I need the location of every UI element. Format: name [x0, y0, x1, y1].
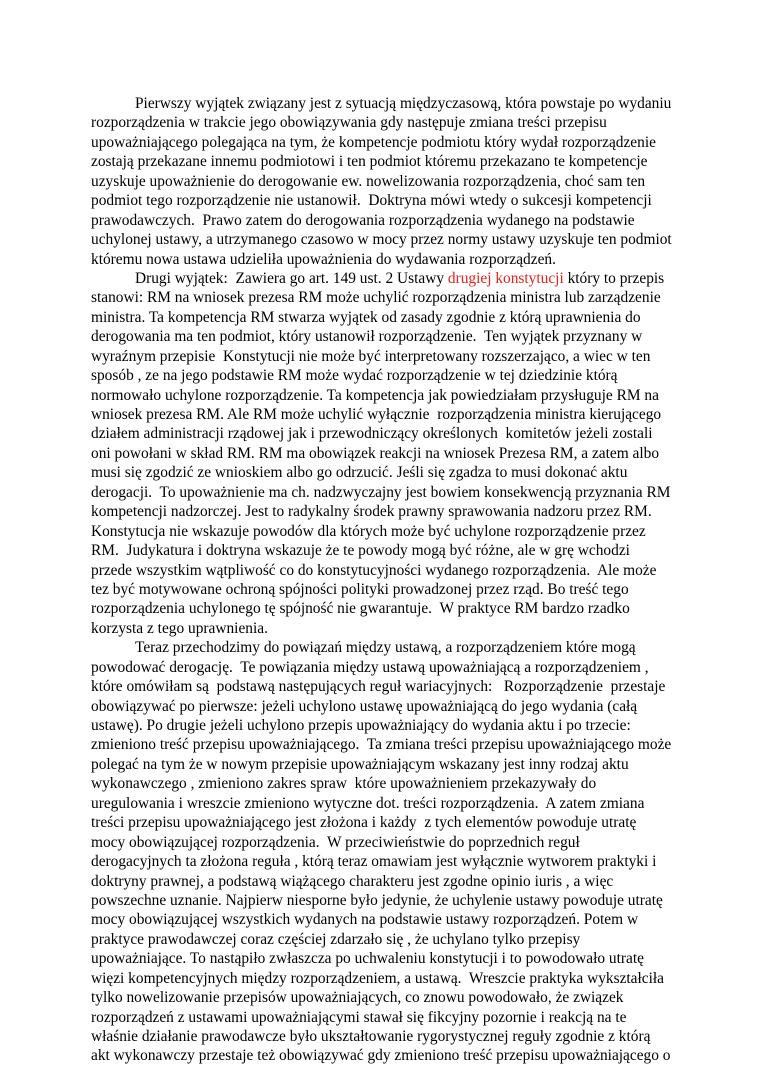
text-line-content: Konstytucja nie wskazuje powodów dla których może być uchylone rozporządzenie przez: [91, 522, 646, 540]
text-line-content: derogowania ma ten podmiot, który ustanowił rozporządzenie. Ten wyjątek przyznany w: [91, 328, 643, 346]
text-line-content: podmiot tego rozporządzenie nie ustanowił. Doktryna mówi wtedy o sukcesji kompetencji: [91, 192, 652, 210]
text-line: [91, 269, 673, 288]
text-line-content: rozporządzeń z ustawami upoważniającymi stawał się fikcyjny pozornie i reakcją na te: [91, 1008, 627, 1026]
text-line-content: zmieniono treść przepisu upoważniającego. Ta zmiana treści przepisu upoważniającego może: [91, 736, 672, 754]
text-line-content: wykonawczego , zmieniono zakres spraw które upoważnieniem przekazywały do: [91, 775, 597, 793]
text-line: [91, 910, 673, 929]
text-line: [91, 735, 673, 754]
text-line-content: derogacji. To upoważnienie ma ch. nadzwyczajny jest bowiem konsekwencją przyznania RM: [91, 483, 671, 501]
text-line: [91, 755, 673, 774]
text-line: [91, 988, 673, 1007]
text-line-content: Drugi wyjątek: Zawiera go art. 149 ust. 2 Ustawy: [135, 269, 448, 287]
text-line-content: stanowi: RM na wniosek prezesa RM może uchylić rozporządzenia ministra lub zarządzenie: [91, 289, 661, 307]
text-line: [91, 969, 673, 988]
text-line: [91, 250, 673, 269]
text-line: [91, 697, 673, 716]
text-line-content: ministra. Ta kompetencja RM stwarza wyjątek od zasady zgodnie z którą uprawnienia do: [91, 308, 641, 326]
text-line: [91, 424, 673, 443]
text-line-content: któremu nowa ustawa udzieliła upoważnienia do wydawania rozporządzeń.: [91, 250, 556, 268]
text-line: [91, 658, 673, 677]
text-line: [91, 891, 673, 910]
text-line: [91, 541, 673, 560]
text-line-content: praktyce prawodawczej coraz częściej zdarzało się , że uchylano tylko przepisy: [91, 930, 581, 948]
text-line-content: sposób , ze na jego podstawie RM może wydać rozporządzenie w tej dziedzinie którą: [91, 367, 618, 385]
text-line-content: tez być motywowane ochroną spójności polityki prowadzonej przez rząd. Bo treść tego: [91, 580, 629, 598]
text-line: [91, 1008, 673, 1027]
text-line: [91, 502, 673, 521]
text-line-content: przede wszystkim wątpliwość co do konstytucyjności wydanego rozporządzenia. Ale może: [91, 561, 657, 579]
text-line: [91, 677, 673, 696]
text-line-content: upoważniającego polegająca na tym, że kompetencje podmiotu który wydał rozporządzenie: [91, 133, 656, 151]
text-line-content: które omówiłam są podstawą następujących reguł wariacyjnych: Rozporządzenie przestaje: [91, 678, 666, 696]
text-line: [91, 794, 673, 813]
text-line-content: akt wykonawczy przestaje też obowiązywać gdy zmieniono treść przepisu upoważniającego o: [91, 1047, 671, 1065]
text-line: [91, 308, 673, 327]
text-line: [91, 288, 673, 307]
text-line: [91, 774, 673, 793]
text-line: [91, 619, 673, 638]
text-line-content: rozporządzenia uchylonego tę spójność nie gwarantuje. W praktyce RM bardzo rzadko: [91, 600, 630, 618]
text-line-content: RM. Judykatura i doktryna wskazuje że te powody mogą być różne, ale w grę wchodzi: [91, 542, 630, 560]
text-line: [91, 716, 673, 735]
text-line: [91, 599, 673, 618]
text-line-content: wyraźnym przepisie Konstytucji nie może być interpretowany rozszerzająco, a wiec w ten: [91, 347, 651, 365]
text-line-content: ustawę). Po drugie jeżeli uchylono przepis upoważniający do wydania aktu i po trzecie:: [91, 717, 631, 734]
text-line-content: działem administracji rządowej jak i przewodniczący określonych komitetów jeżeli zostali: [91, 425, 653, 443]
text-line-content: więzi kompetencyjnych między rozporządzeniem, a ustawą. Wreszcie praktyka wykształciła: [91, 969, 665, 987]
text-line: [91, 366, 673, 385]
text-line-content: uregulowania i wreszcie zmieniono wytyczne dot. treści rozporządzenia. A zatem zmiana: [91, 794, 645, 812]
text-line-content: wniosek prezesa RM. Ale RM może uchylić wyłącznie rozporządzenia ministra kierującego: [91, 406, 662, 423]
text-line-content: treści przepisu upoważniającego jest złożona i każdy z tych elementów powoduje utratę: [91, 814, 637, 832]
text-line-content: kompetencji nadzorczej. Jest to radykalny środek prawny sprawowania nadzoru przez RM.: [91, 503, 652, 521]
text-line-content: upoważniające. To nastąpiło zwłaszcza po uchwaleniu konstytucji i to powodowało utratę: [91, 950, 644, 968]
text-line-content: musi się zgodzić ze wnioskiem albo go odrzucić. Jeśli się zgadza to musi dokonać aktu: [91, 464, 628, 482]
text-line: [91, 580, 673, 599]
text-line-content: Teraz przechodzimy do powiązań między ustawą, a rozporządzeniem które mogą: [135, 639, 636, 657]
text-line: [91, 230, 673, 249]
text-line-content: rozporządzenia w trakcie jego obowiązywania gdy następuje zmiana treści przepisu: [91, 114, 607, 132]
text-line-content: prawodawczych. Prawo zatem do derogowania rozporządzenia wydanego na podstawie: [91, 211, 635, 229]
text-line-content: powszechne uznanie. Najpierw niesporne było jedynie, że uchylenie ustawy powoduje utratę: [91, 891, 663, 909]
text-line-content: powodować derogację. Te powiązania między ustawą upoważniającą a rozporządzeniem ,: [91, 658, 649, 676]
text-line-tail: który to przepis: [563, 269, 665, 287]
text-line: [91, 949, 673, 968]
text-line: [91, 833, 673, 852]
highlighted-text: drugiej konstytucji: [447, 269, 564, 287]
text-line: [91, 191, 673, 210]
text-line: [91, 133, 673, 152]
text-line: [91, 813, 673, 832]
text-line-content: normowało uchylone rozporządzenie. Ta kompetencja jak powiedziałam przysługuje RM na: [91, 386, 659, 404]
text-line: [91, 152, 673, 171]
text-line: [91, 94, 673, 113]
text-line: [91, 113, 673, 132]
text-line-content: mocy obowiązującej rozporządzenia. W przeciwieństwie do poprzednich reguł: [91, 833, 580, 851]
text-line: [91, 561, 673, 580]
text-line: [91, 172, 673, 191]
text-line-content: obowiązywać po pierwsze: jeżeli uchylono ustawę upoważniającą do jego wydania (całą: [91, 697, 638, 715]
text-line: [91, 444, 673, 463]
text-line: [91, 638, 673, 657]
text-line-content: tylko nowelizowanie przepisów upoważniających, co znowu powodowało, że związek: [91, 989, 624, 1007]
document-body: [91, 94, 673, 1066]
text-line: [91, 463, 673, 482]
text-line-content: właśnie działanie prawodawcze było ukształtowanie rygorystycznej reguły zgodnie z którą: [91, 1028, 651, 1045]
text-line: [91, 1027, 673, 1046]
text-line: [91, 483, 673, 502]
text-line-content: uzyskuje upoważnienie do derogowanie ew. nowelizowania rozporządzenia, choć sam ten: [91, 172, 646, 190]
text-line: [91, 872, 673, 891]
text-line: [91, 327, 673, 346]
text-line: [91, 405, 673, 424]
text-line-content: Pierwszy wyjątek związany jest z sytuacją międzyczasową, która powstaje po wydaniu: [135, 95, 672, 112]
text-line: [91, 1046, 673, 1065]
text-line-content: oni powołani w skład RM. RM ma obowiązek reakcji na wniosek Prezesa RM, a zatem albo: [91, 444, 660, 462]
text-line: [91, 522, 673, 541]
text-line-content: doktryny prawnej, a podstawą wiążącego charakteru jest zgodne opinio iuris , a więc: [91, 872, 614, 890]
text-line-content: mocy obowiązującej wszystkich wydanych na podstawie ustawy rozporządzeń. Potem w: [91, 911, 639, 929]
text-line-content: uchylonej ustawy, a utrzymanego czasowo w mocy przez normy ustawy uzyskuje ten podmiot: [91, 231, 672, 249]
text-line: [91, 347, 673, 366]
text-line: [91, 211, 673, 230]
text-line-content: polegać na tym że w nowym przepisie upoważniającym wskazany jest inny rodzaj aktu: [91, 755, 629, 773]
text-line: [91, 852, 673, 871]
text-line: [91, 930, 673, 949]
text-line-content: derogacyjnych ta złożona reguła , którą teraz omawiam jest wyłącznie wytworem praktyki i: [91, 853, 657, 871]
text-line-content: zostają przekazane innemu podmiotowi i ten podmiot któremu przekazano te kompetencje: [91, 153, 648, 171]
text-line-content: korzysta z tego uprawnienia.: [91, 619, 268, 637]
text-line: [91, 386, 673, 405]
